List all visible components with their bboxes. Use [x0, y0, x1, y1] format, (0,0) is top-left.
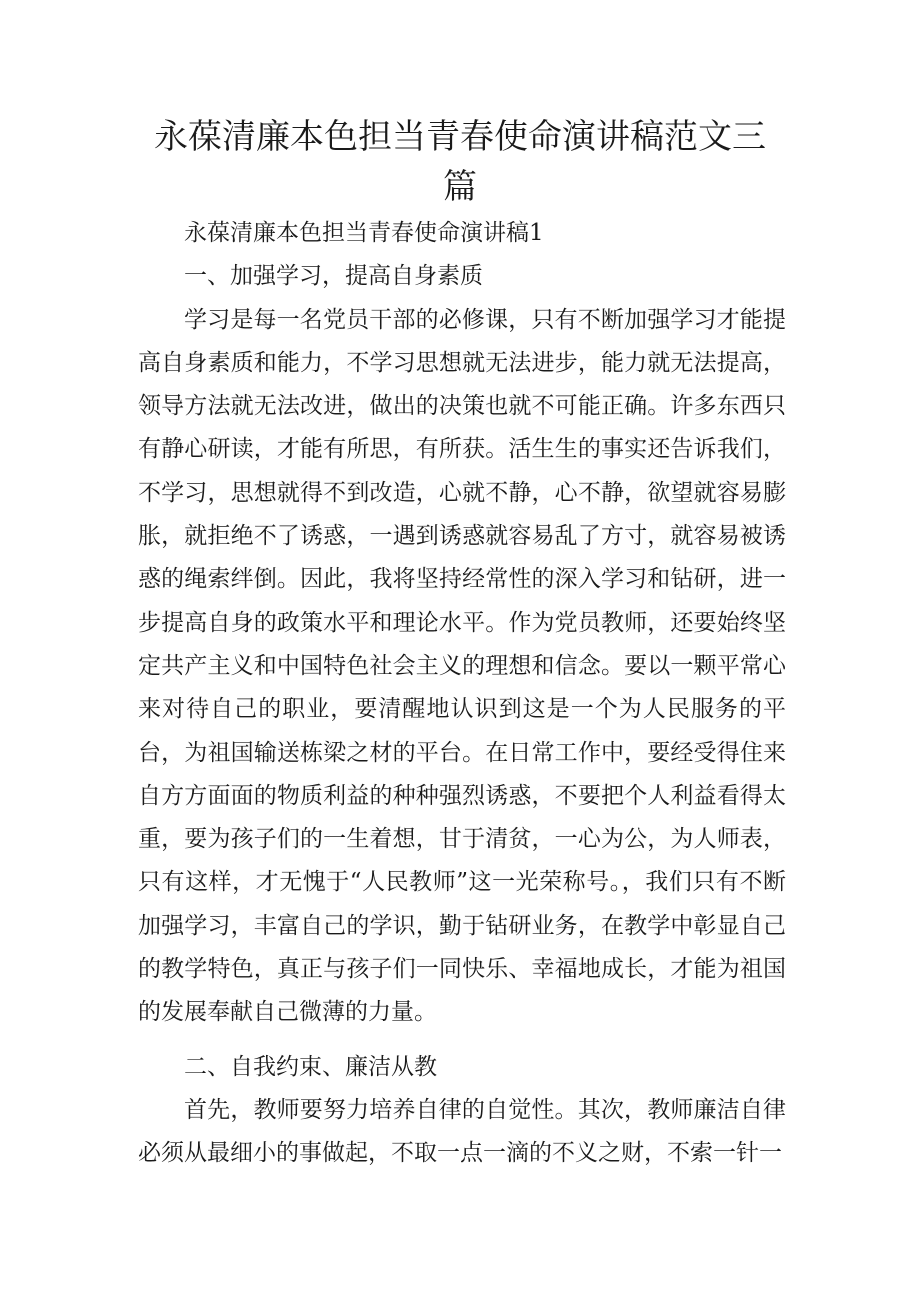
- speech-title: 永葆清廉本色担当青春使命演讲稿1: [184, 220, 544, 246]
- section-2-heading: 二、自我约束、廉洁从教: [184, 1053, 437, 1080]
- section-2-paragraph: 首先，教师要努力培养自律的自觉性。其次，教师廉洁自律必须从最细小的事做起，不取一点一滴的不义之财，不索一针一: [138, 1096, 786, 1167]
- section-1-heading: 一、加强学习，提高自身素质: [184, 263, 483, 290]
- section-1-paragraph: 学习是每一名党员干部的必修课，只有不断加强学习才能提高自身素质和能力，不学习思想就无法进步，能力就无法提高，领导方法就无法改进，做出的决策也就不可能正确。许多东西只有静心研读，才能有所思，有所获。活生生的事实还告诉我们，不学习，思想就得不到改造，心就不静，心不静，欲望就容易膨胀，就拒绝不了诱惑，一遇到诱惑就容易乱了方寸，就容易被诱惑的绳索绊倒。因此，我将坚持经常性的深入学习和钻研，进一步提高自身的政策水平和理论水平。作为党员教师，还要始终坚定共产主义和中国特色社会主义的理想和信念。要以一颗平常心来对待自己的职业，要清醒地认识到这是一个为人民服务的平台，为祖国输送栋梁之材的平台。在日常工作中，要经受得住来自方方面面的物质利益的种种强烈诱惑，不要把个人利益看得太重，要为孩子们的一生着想，甘于清贫，一心为公，为人师表，只有这样，才无愧于“人民教师”这一光荣称号。，我们只有不断加强学习，丰富自己的学识，勤于钻研业务，在教学中彰显自己的教学特色，真正与孩子们一同快乐、幸福地成长，才能为祖国的发展奉献自己微薄的力量。: [138, 306, 786, 1026]
- document-title: 永葆清廉本色担当青春使命演讲稿范文三篇: [154, 117, 766, 207]
- document-body: [138, 212, 786, 1176]
